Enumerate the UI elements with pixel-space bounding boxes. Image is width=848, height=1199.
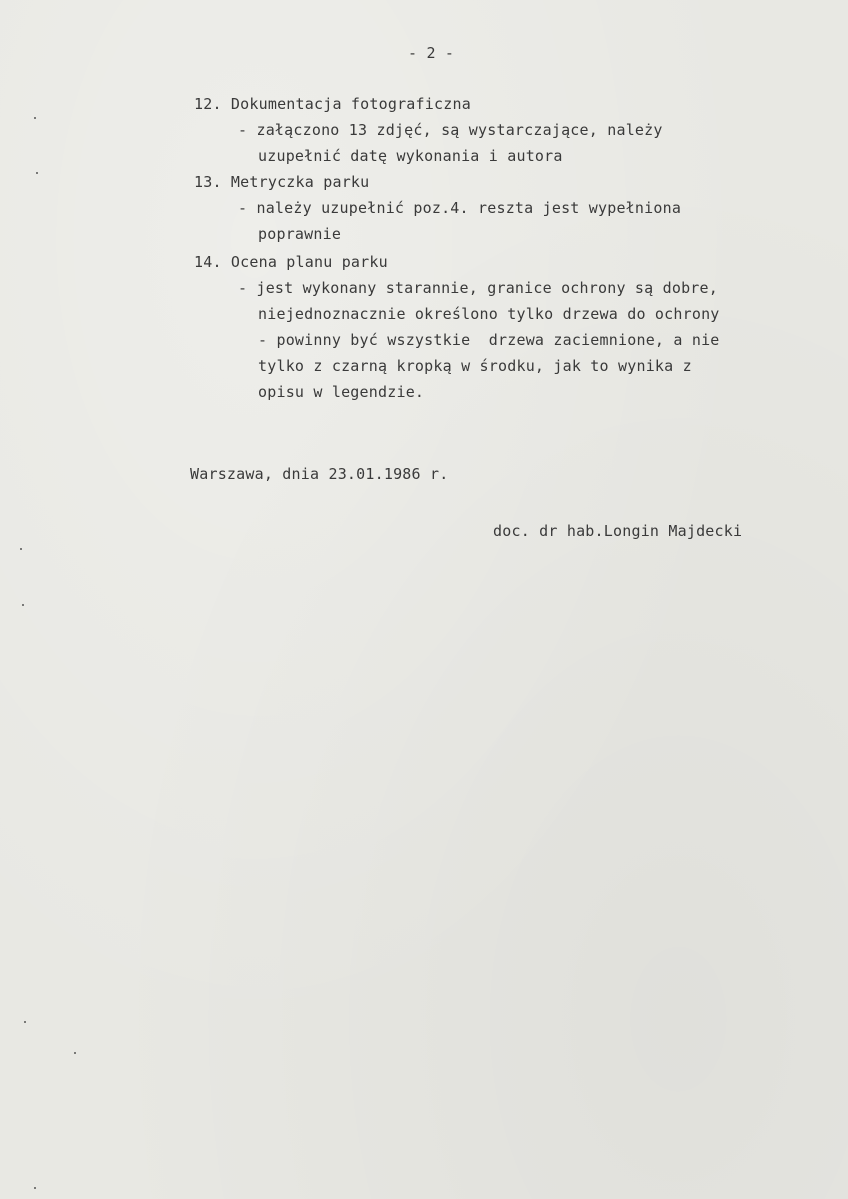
item-14-heading: 14. Ocena planu parku	[194, 253, 388, 271]
margin-mark	[24, 1021, 26, 1023]
item-14-line-1: - jest wykonany starannie, granice ochrony są dobre,	[238, 279, 718, 297]
margin-mark	[36, 172, 38, 174]
margin-mark	[22, 604, 24, 606]
margin-mark	[34, 1187, 36, 1189]
item-12-heading: 12. Dokumentacja fotograficzna	[194, 95, 471, 113]
item-12-line-2: uzupełnić datę wykonania i autora	[258, 147, 563, 165]
item-14-line-3: - powinny być wszystkie drzewa zaciemnione, a nie	[258, 331, 720, 349]
item-13-heading: 13. Metryczka parku	[194, 173, 370, 191]
item-13-line-2: poprawnie	[258, 225, 342, 243]
place-date: Warszawa, dnia 23.01.1986 r.	[190, 465, 449, 483]
margin-mark	[74, 1052, 76, 1054]
item-13-line-1: - należy uzupełnić poz.4. reszta jest wypełniona	[238, 199, 682, 217]
page-number: - 2 -	[408, 44, 455, 62]
signature: doc. dr hab.Longin Majdecki	[493, 522, 743, 540]
margin-mark	[20, 548, 22, 550]
margin-mark	[34, 117, 36, 119]
item-14-line-4: tylko z czarną kropką w środku, jak to wynika z	[258, 357, 692, 375]
item-14-line-5: opisu w legendzie.	[258, 383, 425, 401]
item-14-line-2: niejednoznacznie określono tylko drzewa do ochrony	[258, 305, 720, 323]
item-12-line-1: - załączono 13 zdjęć, są wystarczające, należy	[238, 121, 663, 139]
